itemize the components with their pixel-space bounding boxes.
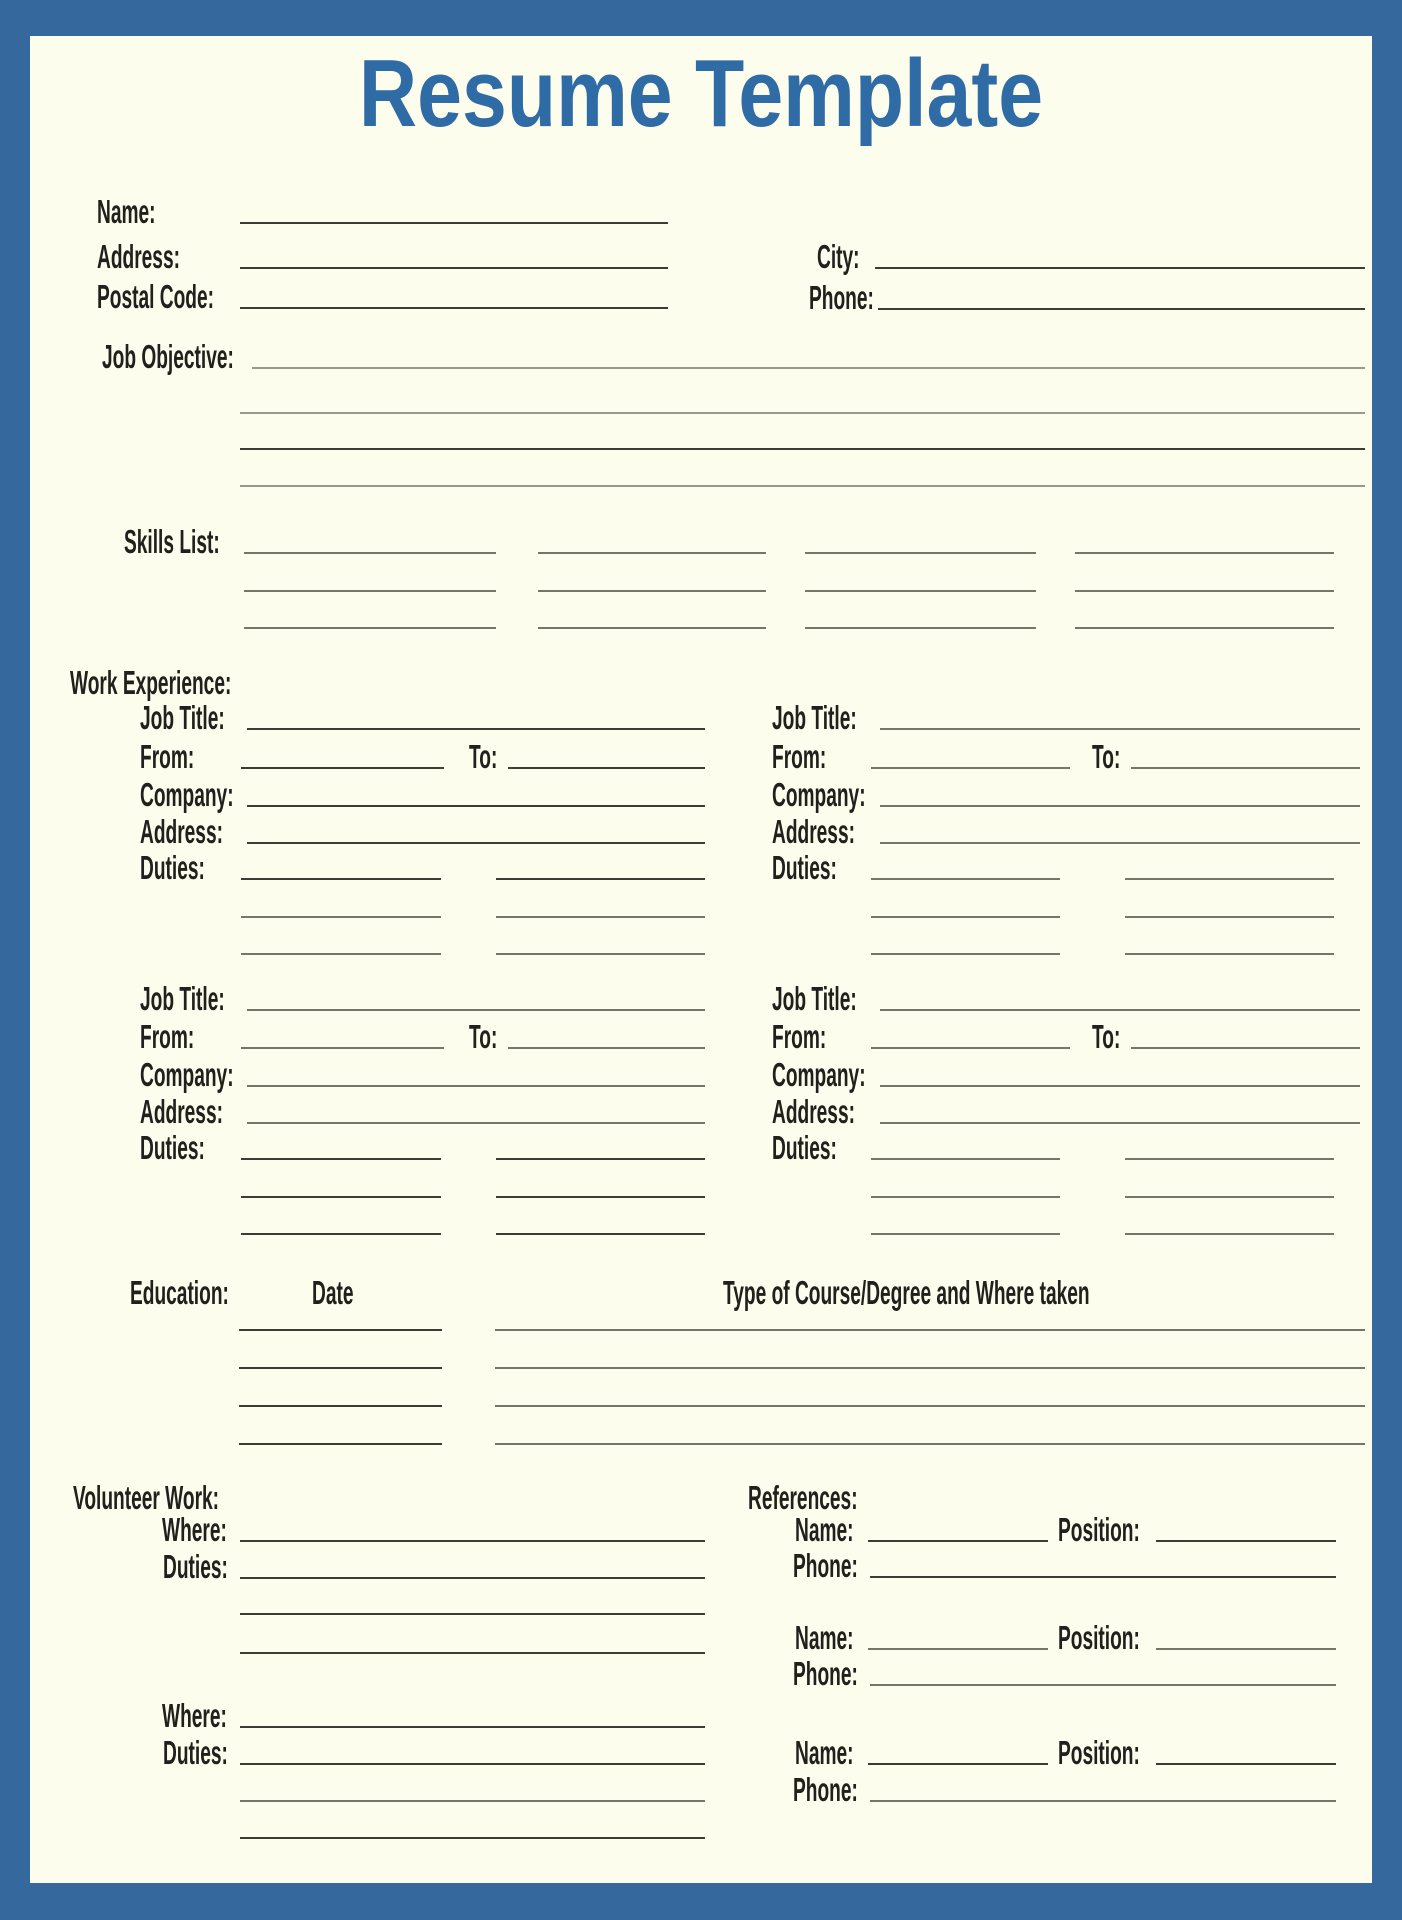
job2r-company-line[interactable] xyxy=(880,1085,1360,1087)
postal-code-line[interactable] xyxy=(240,307,668,309)
job2r-duties-line-r1c1[interactable] xyxy=(871,1158,1060,1160)
job1r-title-line[interactable] xyxy=(880,728,1360,730)
company-label: Company: xyxy=(772,776,866,813)
job2l-duties-line-r1c2[interactable] xyxy=(496,1158,705,1160)
skills-line-r1c2[interactable] xyxy=(538,552,766,554)
reference2-name-line[interactable] xyxy=(868,1648,1048,1650)
skills-line-r1c1[interactable] xyxy=(244,552,496,554)
position-label: Position: xyxy=(1058,1619,1140,1656)
skills-line-r1c4[interactable] xyxy=(1075,552,1334,554)
reference3-name-line[interactable] xyxy=(868,1763,1048,1765)
job2l-duties-line-r3c1[interactable] xyxy=(241,1233,441,1235)
duties-label: Duties: xyxy=(772,849,837,886)
job1r-to-line[interactable] xyxy=(1131,767,1360,769)
duties-label: Duties: xyxy=(163,1548,228,1585)
reference2-phone-line[interactable] xyxy=(870,1684,1336,1686)
job-objective-label: Job Objective: xyxy=(102,338,234,375)
city-label: City: xyxy=(817,238,860,275)
education-course-line-4[interactable] xyxy=(495,1443,1365,1445)
address-label: Address: xyxy=(772,813,855,850)
education-date-header: Date xyxy=(312,1274,354,1311)
education-course-line-3[interactable] xyxy=(495,1405,1365,1407)
job2l-duties-line-r2c2[interactable] xyxy=(496,1196,705,1198)
name-line[interactable] xyxy=(240,222,668,224)
volunteer2-duties-line-2[interactable] xyxy=(240,1800,705,1802)
job2l-duties-line-r2c1[interactable] xyxy=(241,1196,441,1198)
skills-line-r2c1[interactable] xyxy=(244,590,496,592)
from-label: From: xyxy=(140,738,195,775)
reference2-position-line[interactable] xyxy=(1156,1648,1336,1650)
job2r-duties-line-r2c1[interactable] xyxy=(871,1196,1060,1198)
phone-label: Phone: xyxy=(809,279,874,316)
job2r-title-line[interactable] xyxy=(880,1009,1360,1011)
phone-label: Phone: xyxy=(793,1655,858,1692)
phone-label: Phone: xyxy=(793,1547,858,1584)
name-label: Name: xyxy=(795,1619,854,1656)
from-label: From: xyxy=(772,738,827,775)
duties-label: Duties: xyxy=(163,1734,228,1771)
job1l-duties-line-r2c1[interactable] xyxy=(241,916,441,918)
duties-label: Duties: xyxy=(772,1129,837,1166)
skills-line-r2c3[interactable] xyxy=(805,590,1036,592)
reference3-position-line[interactable] xyxy=(1156,1763,1336,1765)
job-title-label: Job Title: xyxy=(140,699,225,736)
skills-line-r3c2[interactable] xyxy=(538,627,766,629)
education-course-line-1[interactable] xyxy=(495,1329,1365,1331)
job1r-duties-line-r1c1[interactable] xyxy=(871,878,1060,880)
name-label: Name: xyxy=(795,1734,854,1771)
job1l-duties-line-r1c1[interactable] xyxy=(241,878,441,880)
address-label: Address: xyxy=(140,1093,223,1130)
name-label: Name: xyxy=(795,1511,854,1548)
job1l-duties-line-r3c1[interactable] xyxy=(241,953,441,955)
job2l-company-line[interactable] xyxy=(247,1085,705,1087)
job1r-duties-line-r3c1[interactable] xyxy=(871,953,1060,955)
job1l-title-line[interactable] xyxy=(247,728,705,730)
job1l-duties-line-r3c2[interactable] xyxy=(496,953,705,955)
address-label: Address: xyxy=(772,1093,855,1130)
company-label: Company: xyxy=(140,776,234,813)
job2r-duties-line-r1c2[interactable] xyxy=(1125,1158,1334,1160)
job2l-duties-line-r3c2[interactable] xyxy=(496,1233,705,1235)
job2l-duties-line-r1c1[interactable] xyxy=(241,1158,441,1160)
position-label: Position: xyxy=(1058,1511,1140,1548)
job1r-duties-line-r2c1[interactable] xyxy=(871,916,1060,918)
skills-line-r2c4[interactable] xyxy=(1075,590,1334,592)
phone-line[interactable] xyxy=(878,308,1365,310)
job2r-duties-line-r3c2[interactable] xyxy=(1125,1233,1334,1235)
duties-label: Duties: xyxy=(140,1129,205,1166)
postal-code-label: Postal Code: xyxy=(97,278,214,315)
job-title-label: Job Title: xyxy=(140,980,225,1017)
skills-line-r1c3[interactable] xyxy=(805,552,1036,554)
company-label: Company: xyxy=(772,1056,866,1093)
job2r-from-line[interactable] xyxy=(871,1047,1070,1049)
to-label: To: xyxy=(1092,738,1121,775)
education-course-header: Type of Course/Degree and Where taken xyxy=(723,1274,1090,1311)
skills-line-r3c3[interactable] xyxy=(805,627,1036,629)
job1r-duties-line-r3c2[interactable] xyxy=(1125,953,1334,955)
objective-line-4[interactable] xyxy=(240,485,1365,487)
reference3-phone-line[interactable] xyxy=(870,1800,1336,1802)
objective-line-2[interactable] xyxy=(240,412,1365,414)
volunteer1-duties-line-3[interactable] xyxy=(240,1652,705,1654)
city-line[interactable] xyxy=(875,267,1365,269)
page-title: Resume Template xyxy=(358,40,1044,147)
job1l-duties-line-r1c2[interactable] xyxy=(496,878,705,880)
where-label: Where: xyxy=(162,1511,227,1548)
company-label: Company: xyxy=(140,1056,234,1093)
volunteer1-where-line[interactable] xyxy=(240,1540,705,1542)
reference1-name-line[interactable] xyxy=(868,1540,1048,1542)
education-date-line-4[interactable] xyxy=(239,1443,442,1445)
volunteer2-where-line[interactable] xyxy=(240,1726,705,1728)
work-experience-label: Work Experience: xyxy=(70,664,232,701)
from-label: From: xyxy=(772,1018,827,1055)
to-label: To: xyxy=(469,1018,498,1055)
job2l-to-line[interactable] xyxy=(508,1047,705,1049)
address-label: Address: xyxy=(97,238,180,275)
volunteer2-duties-line-3[interactable] xyxy=(240,1837,705,1839)
education-date-line-1[interactable] xyxy=(239,1329,442,1331)
job2l-title-line[interactable] xyxy=(247,1009,705,1011)
name-label: Name: xyxy=(97,193,156,230)
job-title-label: Job Title: xyxy=(772,980,857,1017)
to-label: To: xyxy=(469,738,498,775)
education-label: Education: xyxy=(130,1274,229,1311)
job-title-label: Job Title: xyxy=(772,699,857,736)
job1l-from-line[interactable] xyxy=(241,767,444,769)
position-label: Position: xyxy=(1058,1734,1140,1771)
address-label: Address: xyxy=(140,813,223,850)
skills-line-r3c1[interactable] xyxy=(244,627,496,629)
skills-list-label: Skills List: xyxy=(124,523,220,560)
skills-line-r2c2[interactable] xyxy=(538,590,766,592)
resume-sheet xyxy=(30,36,1372,1883)
phone-label: Phone: xyxy=(793,1771,858,1808)
where-label: Where: xyxy=(162,1697,227,1734)
volunteer-work-label: Volunteer Work: xyxy=(73,1479,220,1516)
objective-line-3[interactable] xyxy=(240,448,1365,450)
volunteer1-duties-line-1[interactable] xyxy=(240,1577,705,1579)
job2l-from-line[interactable] xyxy=(241,1047,444,1049)
reference1-position-line[interactable] xyxy=(1156,1540,1336,1542)
from-label: From: xyxy=(140,1018,195,1055)
objective-line-1[interactable] xyxy=(252,367,1365,369)
job2l-address-line[interactable] xyxy=(247,1122,705,1124)
to-label: To: xyxy=(1092,1018,1121,1055)
reference1-phone-line[interactable] xyxy=(870,1576,1336,1578)
job2r-duties-line-r3c1[interactable] xyxy=(871,1233,1060,1235)
job2r-address-line[interactable] xyxy=(880,1122,1360,1124)
education-date-line-3[interactable] xyxy=(239,1405,442,1407)
job2r-duties-line-r2c2[interactable] xyxy=(1125,1196,1334,1198)
skills-line-r3c4[interactable] xyxy=(1075,627,1334,629)
education-date-line-2[interactable] xyxy=(239,1367,442,1369)
job1l-company-line[interactable] xyxy=(247,805,705,807)
job1l-duties-line-r2c2[interactable] xyxy=(496,916,705,918)
job1r-address-line[interactable] xyxy=(880,842,1360,844)
duties-label: Duties: xyxy=(140,849,205,886)
job1l-to-line[interactable] xyxy=(508,767,705,769)
volunteer1-duties-line-2[interactable] xyxy=(240,1613,705,1615)
references-label: References: xyxy=(748,1479,858,1516)
job1r-duties-line-r1c2[interactable] xyxy=(1125,878,1334,880)
job1r-duties-line-r2c2[interactable] xyxy=(1125,916,1334,918)
volunteer2-duties-line-1[interactable] xyxy=(240,1763,705,1765)
job1l-address-line[interactable] xyxy=(247,842,705,844)
address-line[interactable] xyxy=(240,267,668,269)
job1r-company-line[interactable] xyxy=(880,805,1360,807)
education-course-line-2[interactable] xyxy=(495,1367,1365,1369)
job2r-to-line[interactable] xyxy=(1131,1047,1360,1049)
job1r-from-line[interactable] xyxy=(871,767,1070,769)
